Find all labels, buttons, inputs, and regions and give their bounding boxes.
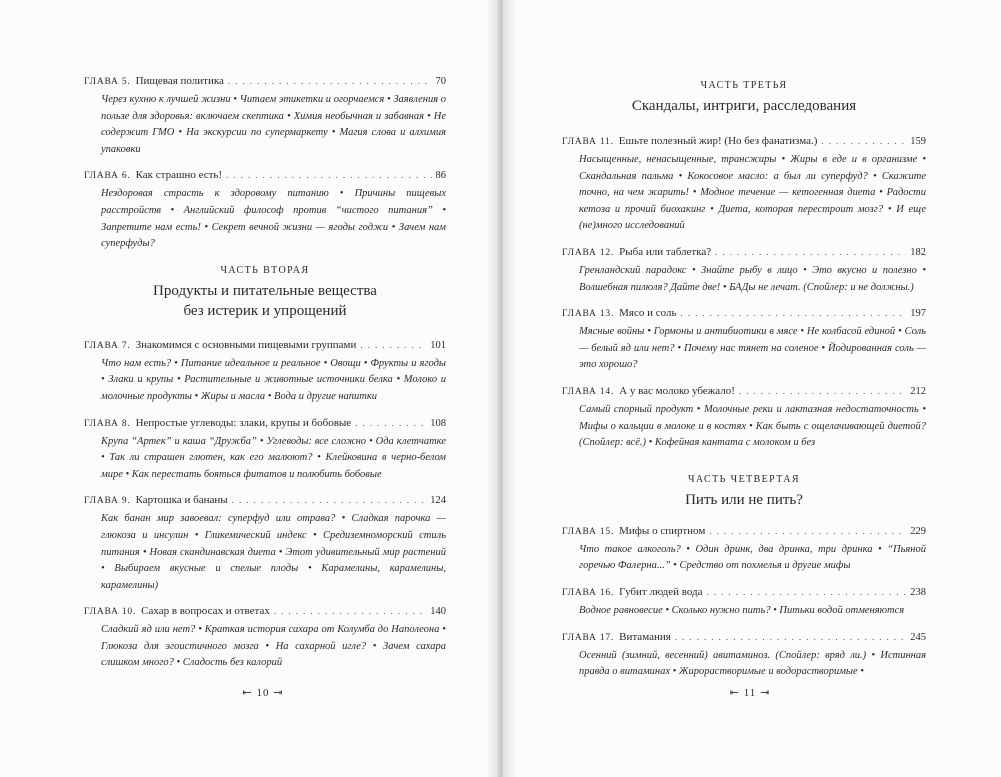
chapter-number: ГЛАВА 5. (84, 77, 131, 87)
chapter-page: 159 (910, 136, 926, 147)
left-page (0, 0, 498, 777)
chapter-topics: Сладкий яд или нет? • Краткая история сахара от Колумба до Наполеона • Глюкоза для эгоистичного мозга • На сахарной игле? • Зачем сахара слишком много? • Сладость без калорий (101, 624, 446, 669)
chapter-title: Непростые углеводы: злаки, крупы и бобовые (135, 416, 352, 429)
toc-entry[interactable] (84, 338, 446, 406)
toc-entry[interactable] (562, 384, 926, 452)
chapter-number: ГЛАВА 6. (84, 171, 131, 182)
part-label: ЧАСТЬ ТРЕТЬЯ (700, 80, 788, 91)
part-label: ЧАСТЬ ВТОРАЯ (220, 264, 310, 276)
left-column (84, 74, 446, 682)
toc-entry-line (84, 168, 446, 184)
chapter-title: Рыба или таблетка? (619, 245, 712, 258)
chapter-number: ГЛАВА 16. (562, 587, 615, 598)
toc-entry-line (84, 74, 446, 90)
chapter-title: Сахар в вопросах и ответах (141, 605, 270, 618)
part-title-line: без истерик и упрощений (183, 302, 347, 319)
toc-entry-line (562, 630, 926, 646)
chapter-topics: Через кухню к лучшей жизни • Читаем этикетки и огорчаемся • Заявления о пользе для здоровья: включаем скептика • Химия необычная и забавная • Не содержит ГМО • На экскурсии по супермаркету • Магия слова и алхимия упаковки (101, 94, 446, 155)
dot-leader (739, 384, 906, 399)
chapter-topics: Самый спорный продукт • Молочные реки и лактазная недостаточность • Мифы о кальции в молоке и в костях • Как быть с ощелачивающей диетой? (Спойлер: всё.) • Кофейная кантата с молоком и без (579, 403, 926, 449)
chapter-number: ГЛАВА 12. (562, 247, 615, 258)
chapter-page: 124 (430, 495, 446, 507)
chapter-title: Губит людей вода (619, 585, 703, 598)
dot-leader (675, 630, 906, 645)
dot-leader (681, 306, 907, 321)
part-two-heading (84, 265, 446, 321)
toc-entry[interactable] (84, 416, 446, 484)
chapter-title: Картошка и бананы (135, 494, 228, 507)
book-gutter-shadow (486, 0, 516, 777)
toc-entry[interactable] (84, 168, 446, 252)
chapter-page: 238 (910, 586, 926, 598)
chapter-number: ГЛАВА 8. (84, 418, 131, 429)
dot-leader (821, 134, 906, 149)
chapter-page: 86 (435, 170, 446, 182)
chapter-page: 182 (910, 246, 926, 258)
chapter-topics: Крупа “Артек” и каша “Дружба” • Углеводы: все сложно • Ода клетчатке • Так ли страшен глютен, как его малюют? • Клейковина в черно-белом мире • Как перестать бояться фитатов и полюбить бобовые (101, 435, 446, 480)
chapter-title: Витамания (619, 630, 671, 643)
chapter-number: ГЛАВА 10. (84, 607, 137, 618)
chapter-topics: Как банан мир завоевал: суперфуд или отрава? • Сладкая парочка — глюкоза и инсулин • Гликемический индекс • Средиземноморский стиль питания • Новая скандинавская диета • Этот удивительный мир растений • Выбираем вкусные и спелые плоды • Карамелины, карамелины, карамелины) (101, 513, 446, 591)
chapter-title: Мифы о спиртном (619, 524, 706, 537)
toc-entry[interactable] (562, 306, 926, 374)
chapter-page: 101 (430, 339, 446, 351)
page-number: ⇤ 11 ⇥ (729, 687, 771, 699)
toc-entry-line (84, 416, 446, 432)
dot-leader (226, 168, 431, 183)
toc-entry-line (84, 604, 446, 620)
part-title-line: Продукты и питательные вещества (153, 282, 377, 299)
toc-entry[interactable] (562, 630, 926, 681)
chapter-page: 197 (910, 308, 926, 320)
chapter-title: Мясо и соль (619, 307, 677, 320)
chapter-page: 229 (910, 525, 926, 537)
toc-entry[interactable] (562, 134, 926, 235)
chapter-title: Ешьте полезный жир! (Но без фанатизма.) (618, 135, 818, 147)
chapter-page: 70 (435, 76, 446, 87)
part-title: Скандалы, интриги, расследования (631, 98, 857, 114)
chapter-topics: Гренландский парадокс • Знайте рыбу в лицо • Это вкусно и полезно • Волшебная пилюля? Дайте две! • БАДы не лечат. (Спойлер: и не должны.) (579, 264, 926, 293)
toc-entry-line (562, 245, 926, 261)
part-label: ЧАСТЬ ЧЕТВЕРТАЯ (688, 473, 800, 485)
part-title (84, 281, 446, 321)
chapter-page: 140 (430, 606, 446, 618)
chapter-title: А у вас молоко убежало! (619, 384, 735, 397)
chapter-page: 108 (430, 417, 446, 429)
part-title: Пить или не пить? (685, 491, 803, 508)
dot-leader (709, 524, 906, 539)
chapter-number: ГЛАВА 9. (84, 496, 131, 507)
right-column (562, 74, 926, 691)
chapter-number: ГЛАВА 14. (562, 386, 615, 397)
chapter-topics: Водное равновесие • Сколько нужно пить? • Питьки водой отменяются (579, 604, 905, 616)
toc-entry[interactable] (562, 585, 926, 620)
dot-leader (274, 604, 426, 619)
chapter-topics: Что такое алкоголь? • Один дринк, два дринка, три дринка • “Пьяной горечью Фалерна...” • Средство от похмелья и другие мифы (579, 543, 926, 572)
chapter-topics: Что нам есть? • Питание идеальное и реальное • Овощи • Фрукты и ягоды • Злаки и крупы • Растительные и животные источники белка • Молоко и молочные продукты • Жиры и масла • Вода и другие напитки (101, 357, 446, 402)
chapter-number: ГЛАВА 13. (562, 309, 615, 320)
toc-entry-line (84, 338, 446, 354)
dot-leader (360, 338, 426, 353)
dot-leader (232, 493, 427, 508)
toc-entry-line (562, 585, 926, 601)
chapter-number: ГЛАВА 15. (562, 526, 615, 537)
chapter-title: Знакомимся с основными пищевыми группами (135, 338, 357, 351)
chapter-topics: Нездоровая страсть к здоровому питанию • Причины пищевых расстройств • Английский философ против “чистого питания” • Запретите нам есть! • Секрет вечной жизни — ягоды годжи • Зачем нам суперфуды? (101, 188, 446, 250)
chapter-title: Пищевая политика (135, 75, 224, 87)
chapter-topics: Осенний (зимний, весенний) авитаминоз. (Спойлер: вряд ли.) • Истинная правда о витаминах • Жирорастворимые и водорастворимые • (579, 649, 926, 678)
toc-entry[interactable] (562, 245, 926, 296)
toc-entry-line (562, 306, 926, 322)
chapter-topics: Мясные войны • Гормоны и антибиотики в мясе • Не колбасой единой • Соль — белый яд или нет? • Почему нас тянет на соленое • Йодированная соль — это хорошо? (579, 326, 926, 371)
toc-entry-line (84, 493, 446, 509)
chapter-page: 245 (910, 631, 926, 643)
chapter-number: ГЛАВА 7. (84, 340, 131, 351)
chapter-page: 212 (910, 385, 926, 397)
toc-entry[interactable] (84, 493, 446, 594)
dot-leader (715, 245, 906, 260)
toc-entry[interactable] (562, 524, 926, 575)
part-three-heading (562, 80, 926, 116)
dot-leader (355, 416, 426, 431)
chapter-number: ГЛАВА 11. (562, 137, 614, 147)
chapter-number: ГЛАВА 17. (562, 632, 615, 643)
toc-entry-line (562, 134, 926, 150)
toc-entry-line (562, 524, 926, 540)
chapter-title: Как страшно есть! (135, 169, 223, 182)
toc-entry-line (562, 384, 926, 400)
page-number: ⇤ 10 ⇥ (242, 687, 284, 699)
dot-leader (228, 74, 432, 89)
part-four-heading (562, 474, 926, 510)
right-page (503, 0, 1001, 777)
toc-entry[interactable] (84, 604, 446, 672)
chapter-topics: Насыщенные, ненасыщенные, трансжиры • Жиры в еде и в организме • Скандальная пальма • Кокосовое масло: а был ли суперфуд? • Скажите точно, на чем жарить! • Модное течение — кетогенная диета • Радости кетоза и прочий биохакинг • Диета, которая перестроит мозг? • И еще (не)много исследований (579, 154, 926, 232)
dot-leader (707, 585, 907, 600)
toc-entry[interactable] (84, 74, 446, 158)
